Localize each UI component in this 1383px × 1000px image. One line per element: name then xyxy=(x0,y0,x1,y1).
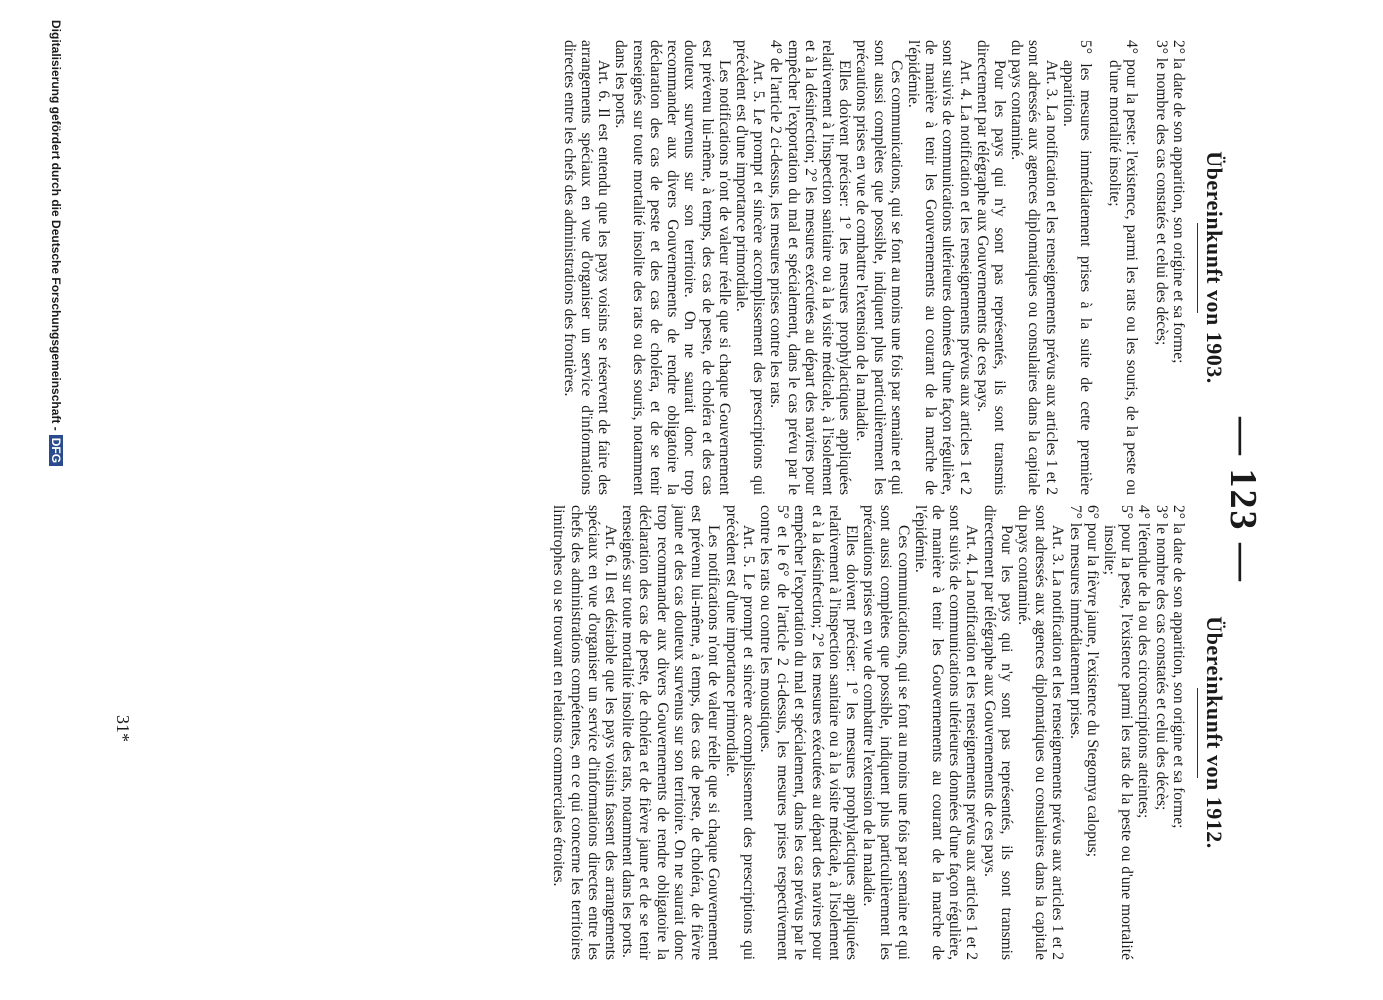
right-column-heading: Übereinkunft von 1912. xyxy=(1202,616,1227,849)
paragraph: Pour les pays qui n'y sont pas représentés, ils sont transmis directement par télégraphe aux Gouvernements de ces pays. xyxy=(973,40,1008,495)
list-item: 5° pour la peste, l'existence parmi les rats de la peste ou d'une mortalité insolite; xyxy=(1100,505,1136,960)
list-item: 3° le nombre des cas constatés et celui des décès; xyxy=(1152,40,1170,346)
paragraph: Art. 3. La notification et les renseignements prévus aux articles 1 et 2 sont adressés aux agences diplomatiques ou consulaires dans la capitale du pays contaminé. xyxy=(1008,40,1060,495)
list-item: 3° le nombre des cas constatés et celui des décès; xyxy=(1152,505,1170,811)
paragraph: Les notifications n'ont de valeur réelle que si chaque Gouvernement est prévenu lui-même, à temps, des cas de peste, de choléra et des cas douteux survenus sur son territoire. On ne saurait donc trop recommander aux divers Gouvernements de rendre obligatoire la déclaration des cas de peste et des cas de choléra, et de se tenir renseignés sur toute mortalité insolite des rats ou des souris, notamment dans les ports. xyxy=(612,40,733,495)
paragraph: Ces communications, qui se font au moins une fois par semaine et qui sont aussi complètes que possible, indiquent plus particulièrement les précautions prises en vue de combattre l'extension de la maladie. xyxy=(853,40,905,495)
paragraph: Ces communications, qui se font au moins une fois par semaine et qui sont aussi complètes que possible, indiquent plus particulièrement les précautions prises en vue de combattre l'extension de la maladie. xyxy=(860,505,912,960)
paragraph: Elles doivent préciser: 1° les mesures prophylactiques appliquées relativement à l'inspection sanitaire ou à la visite médicale, à l'isolement et à la désinfection; 2° les mesures exécutées au départ des navires pour empêcher l'exportation du mal et spécialement, dans le cas prévu par le 4° de l'article 2 ci-dessus, les mesures prises contre les rats. xyxy=(767,40,854,495)
dfg-logo: DFG xyxy=(49,435,63,466)
paragraph: Art. 5. Le prompt et sincère accomplissement des prescriptions qui précèdent est d'une importance primordiale. xyxy=(732,40,768,495)
paragraph: Art. 4. La notification et les renseignements prévus aux articles 1 et 2 sont suivis de communications ultérieures données d'une façon régulière, de manière à tenir les Gouvernements au courant de la marche de l'épidémie. xyxy=(911,505,981,960)
list-item: 6° pour la fièvre jaune, l'existence du Stegomya calopus; xyxy=(1083,505,1101,858)
paragraph: Les notifications n'ont de valeur réelle que si chaque Gouvernement est prévenu lui-même, à temps, des cas de peste, de choléra, de fièvre jaune et des cas douteux survenus sur son territoire. On ne saurait donc trop recommander aux divers Gouvernements de rendre obligatoire la déclaration des cas de peste, de choléra et de fièvre jaune et de se tenir renseignés sur toute mortalité insolite des rats, notamment dans les ports. xyxy=(619,505,723,960)
signature-mark: 31* xyxy=(113,715,133,742)
digitization-footer xyxy=(49,20,63,466)
right-column xyxy=(550,505,1227,960)
paragraph: Art. 3. La notification et les renseignements prévus aux articles 1 et 2 sont adressés aux agences diplomatiques ou consulaires dans la capitale du pays contaminé. xyxy=(1014,505,1067,960)
paragraph: Art. 4. La notification et les renseignements prévus aux articles 1 et 2 sont suivis de communications ultérieures données d'une façon régulière, de manière à tenir les Gouvernements au courant de la marche de l'épidémie. xyxy=(904,40,974,495)
page-number: — 123 — xyxy=(1222,417,1264,583)
list-item: 4° l'étendue de la ou des circonscriptions atteintes; xyxy=(1135,505,1153,819)
left-column-heading: Übereinkunft von 1903. xyxy=(1202,151,1227,384)
paragraph: Pour les pays qui n'y sont pas représentés, ils sont transmis directement par télégraphe aux Gouvernements de ces pays. xyxy=(980,505,1015,960)
list-item: 2° la date de son apparition, son origine et sa forme; xyxy=(1169,40,1187,364)
paragraph: Art. 6. Il est entendu que les pays voisins se réservent de faire des arrangements spéciaux en vue d'organiser un service d'informations directes entre les chefs des administrations des frontières. xyxy=(560,40,613,495)
list-item: 4° pour la peste: l'existence, parmi les rats ou les souris, de la peste ou d'une mortalité insolite; xyxy=(1106,40,1141,495)
left-column xyxy=(560,40,1227,495)
list-item: 2° la date de son apparition, son origine et sa forme; xyxy=(1169,505,1187,829)
paragraph: Art. 5. Le prompt et sincère accomplissement des prescriptions qui précèdent est d'une importance primordiale. xyxy=(722,505,757,960)
paragraph: Art. 6. Il est désirable que les pays voisins fassent des arrangements spéciaux en vue d'organiser un service d'informations directes entre les chefs des administrations compétentes, en ce qui concerne les territoires limitrophes ou se trouvant en relations commerciales étroites. xyxy=(550,505,620,960)
list-item: 5° les mesures immédiatement prises à la suite de cette première apparition. xyxy=(1059,40,1094,495)
heading-rule xyxy=(1197,688,1198,778)
heading-rule xyxy=(1197,223,1198,313)
paragraph: Elles doivent préciser: 1° les mesures prophylactiques appliquées relativement à l'inspection sanitaire ou à la visite médicale, à l'isolement et à la désinfection; 2° les mesures exécutées au départ des navires pour empêcher l'exportation du mal et spécialement, dans les cas prévus par le 5° et le 6° de l'article 2 ci-dessus, les mesures prises respectivement contre les rats ou contre les moustiques. xyxy=(756,505,860,960)
footer-text: Digitalisierung gefördert durch die Deutsche Forschungsgemeinschaft - xyxy=(49,20,63,431)
list-item: 7° les mesures immédiatement prises. xyxy=(1066,505,1084,739)
